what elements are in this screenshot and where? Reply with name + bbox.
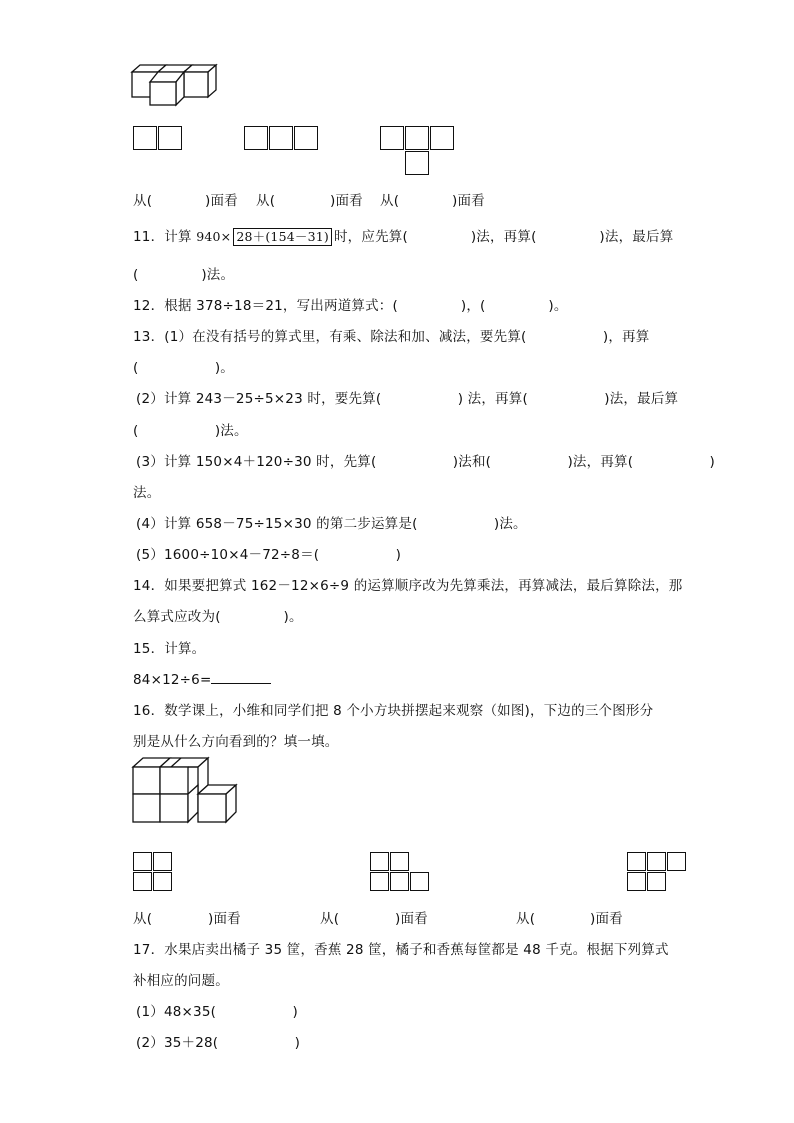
q16-line1: 16．数学课上，小维和同学们把 8 个小方块拼摆起来观察（如图)，下边的三个图形分	[133, 703, 654, 719]
q15-line1: 15．计算。	[133, 641, 206, 657]
q13-line1: 13．(1）在没有括号的算式里，有乘、除法和加、减法，要先算( )，再算	[133, 329, 650, 345]
view-label-3a: 从(	[380, 193, 400, 209]
q17-p1: (1）48×35( )	[136, 1004, 298, 1020]
q15-answer-blank[interactable]	[211, 671, 271, 684]
q13-p4: (4）计算 658－75÷15×30 的第二步运算是( )法。	[136, 516, 527, 532]
view-label-1a: 从(	[133, 193, 153, 209]
q13-p3-line2: 法。	[133, 485, 161, 501]
view-label-2a: 从(	[256, 193, 276, 209]
q11-line1	[133, 228, 673, 246]
q16-view-label-2b: )面看	[395, 911, 428, 927]
q16-view-label-2a: 从(	[320, 911, 340, 927]
q15-line2: 84×12÷6=	[133, 671, 271, 689]
q12-line1: 12．根据 378÷18＝21，写出两道算式：( )，( )。	[133, 298, 568, 314]
q13-p3-line1: (3）计算 150×4＋120÷30 时，先算( )法和( )法，再算( )	[136, 454, 716, 470]
cube-figure-top	[132, 64, 222, 109]
q11-suffix: 时，应先算( )法，再算( )法，最后算	[333, 229, 674, 245]
q11-prefix: 11．计算	[133, 229, 192, 245]
cube-figure-q16	[132, 757, 242, 837]
q16-view-label-1a: 从(	[133, 911, 153, 927]
q13-line2: ( )。	[133, 360, 234, 376]
q13-p2-line1: (2）计算 243－25÷5×23 时，要先算( ) 法，再算( )法，最后算	[136, 391, 679, 407]
q13-p5: (5）1600÷10×4－72÷8＝( )	[136, 547, 402, 563]
q16-view-label-3b: )面看	[590, 911, 623, 927]
view-label-2b: )面看	[330, 193, 363, 209]
q11-expr: 940× 28＋(154－31)	[196, 229, 334, 244]
q13-p2-line2: ( )法。	[133, 423, 248, 439]
q17-line2: 补相应的问题。	[133, 973, 229, 989]
q16-line2: 别是从什么方向看到的？填一填。	[133, 734, 339, 750]
q11-bracket-box: 28＋(154－31)	[233, 228, 332, 246]
q16-view-label-3a: 从(	[516, 911, 536, 927]
q14-line2: 么算式应改为( )。	[133, 609, 303, 625]
q14-line1: 14．如果要把算式 162－12×6÷9 的运算顺序改为先算乘法，再算减法，最后算除法，那	[133, 578, 683, 594]
q17-line1: 17．水果店卖出橘子 35 筐，香蕉 28 筐，橘子和香蕉每筐都是 48 千克。根据下列算式	[133, 942, 669, 958]
q17-p2: (2）35＋28( )	[136, 1035, 301, 1051]
view-label-3b: )面看	[452, 193, 485, 209]
view-label-1b: )面看	[205, 193, 238, 209]
q11-line2: ( )法。	[133, 267, 235, 283]
q16-view-label-1b: )面看	[208, 911, 241, 927]
